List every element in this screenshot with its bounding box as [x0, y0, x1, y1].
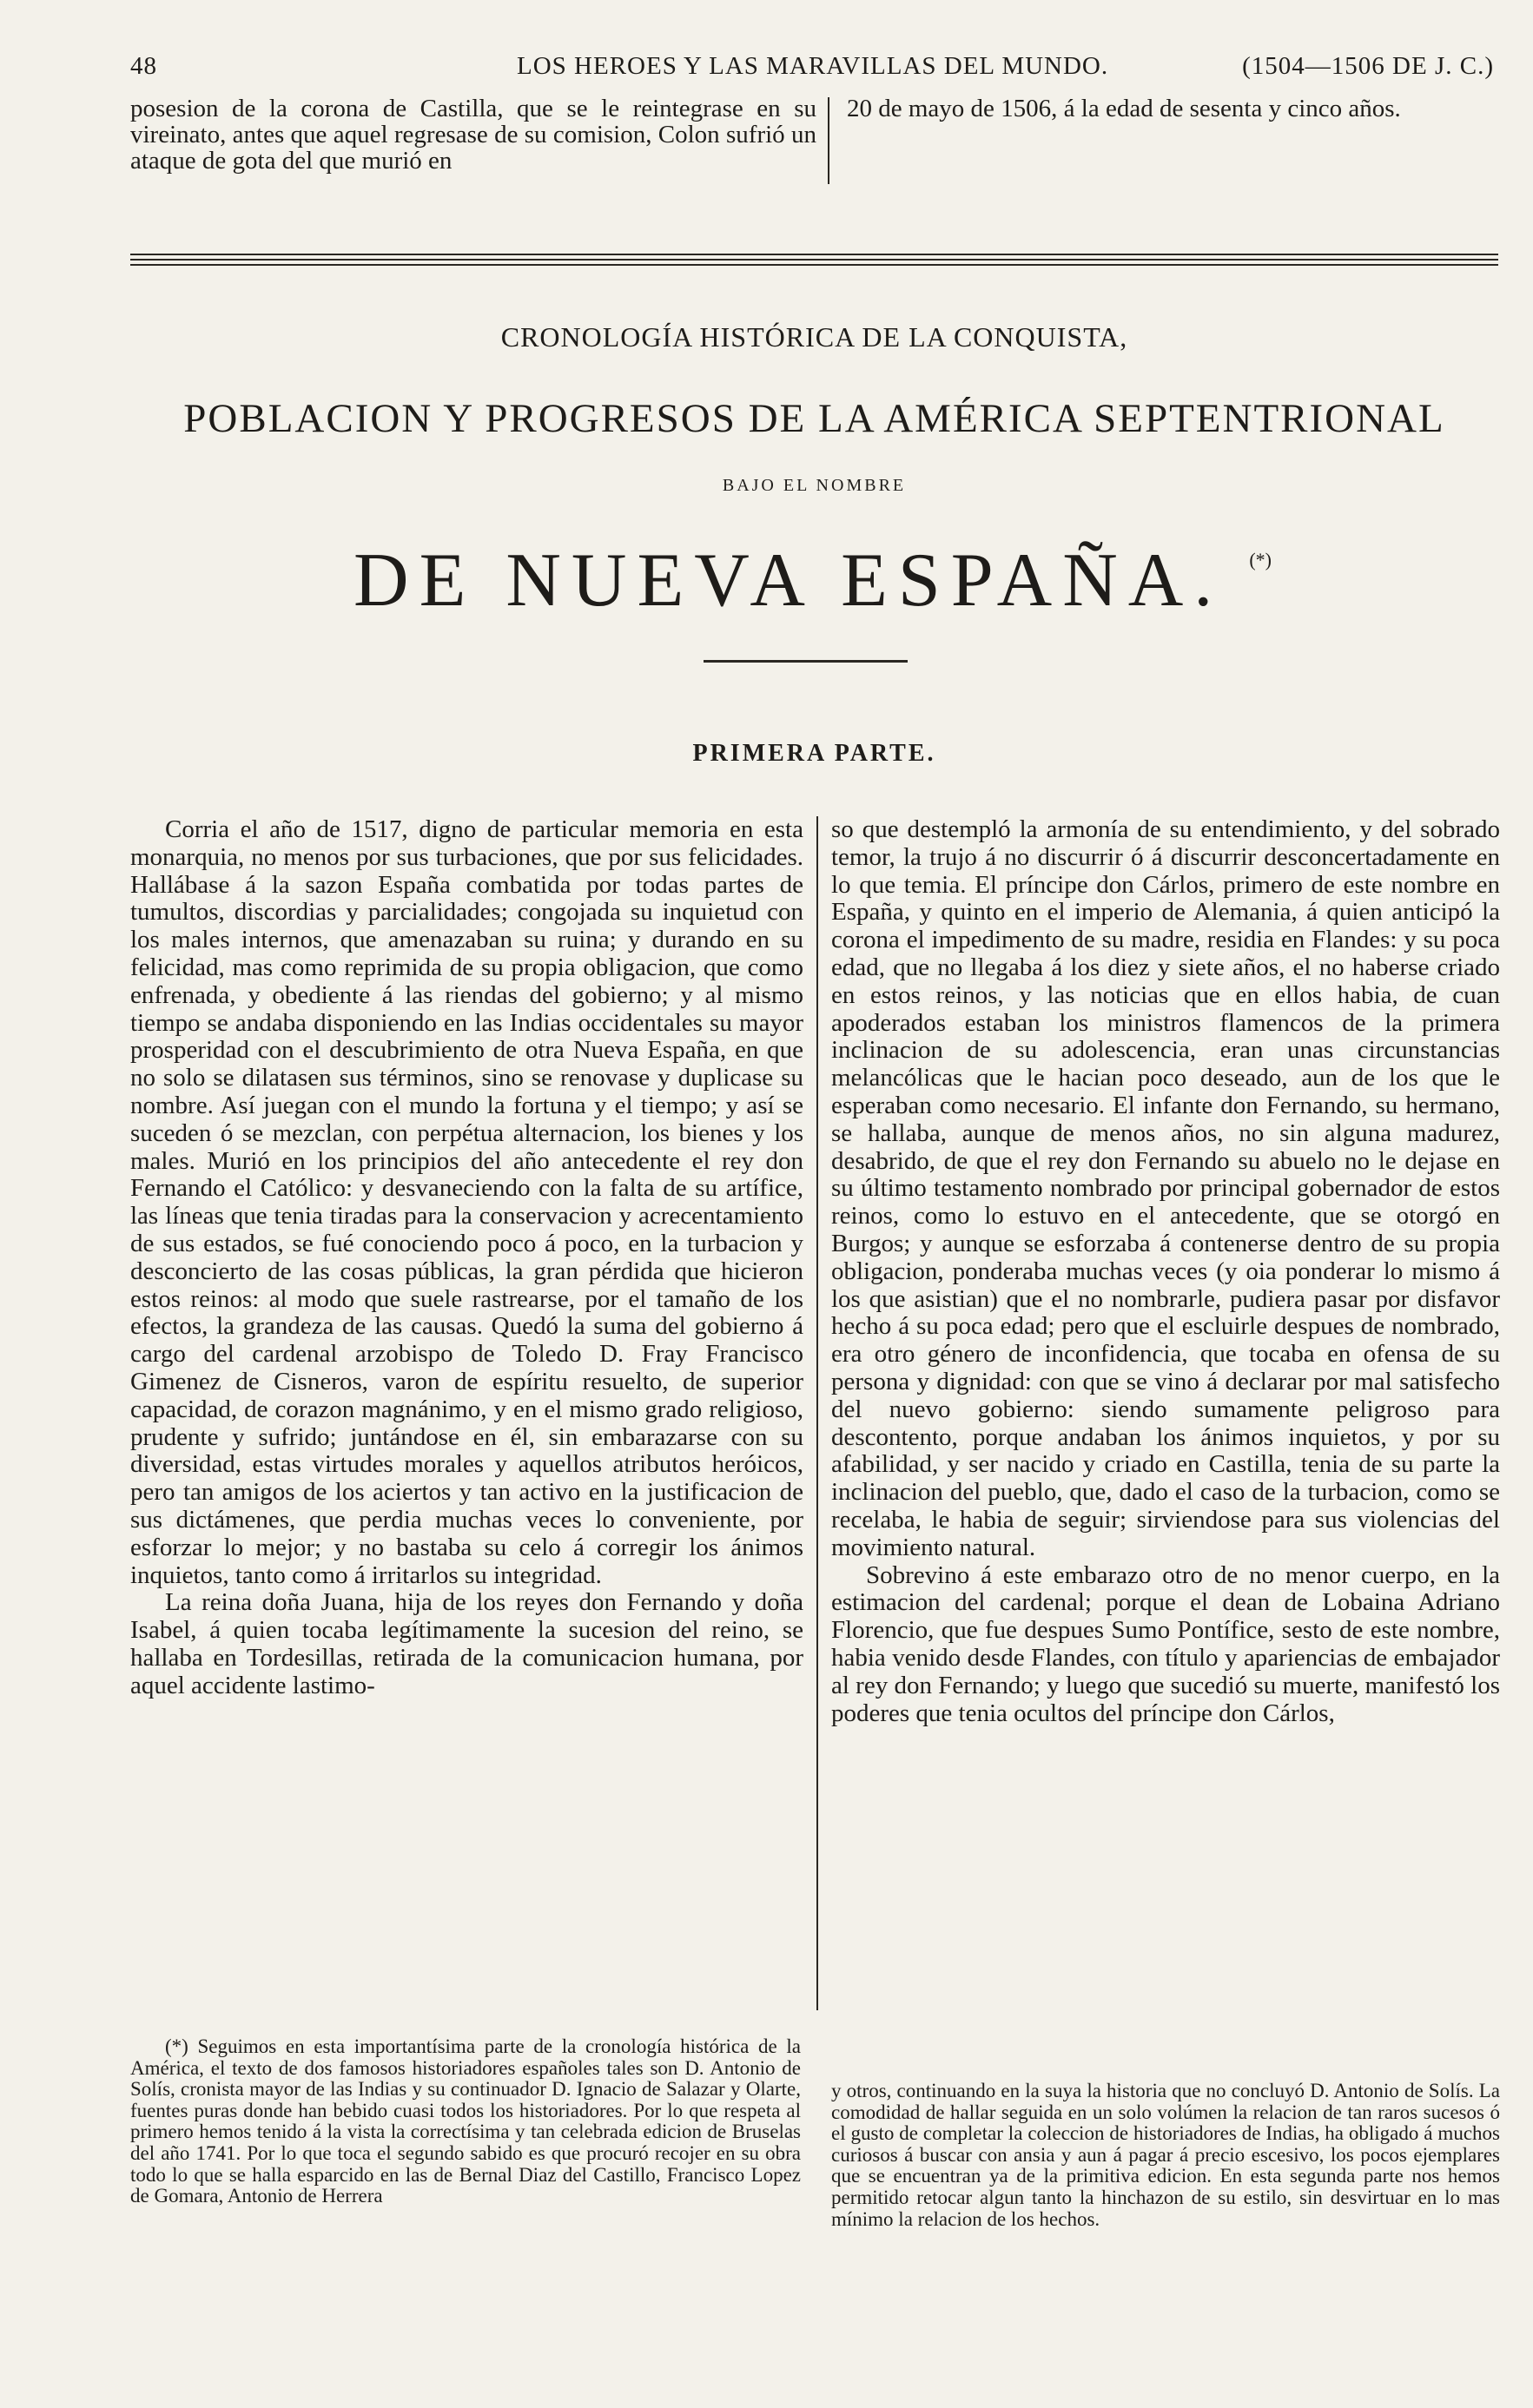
main-title-text: DE NUEVA ESPAÑA. — [354, 538, 1224, 623]
top-column-divider — [828, 97, 829, 184]
footnote-text: (*) Seguimos en esta importantísima parte de la cronología histórica de la América, el texto de dos famosos historiadores españoles tales son D. Antonio de Solís, cronista mayor de las Indias y su continuador D. Ignacio de Salazar y Olarte, fuentes puras donde han bebido cuasi todos los historiadores. Por lo que respeta al primero hemos tenido á la vista la correctísima y tan celebrada edicion de Bruselas del año 1741. Por lo que toca el segundo sabido es que procuró recojer en su obra todo lo que se halla esparcido en las de Bernal Diaz del Castillo, Francisco Lopez de Gomara, Antonio de Herrera — [130, 2035, 801, 2207]
top-right-column: 20 de mayo de 1506, á la edad de sesenta y cinco años. — [847, 95, 1401, 122]
paragraph: Sobrevino á este embarazo otro de no menor cuerpo, en la estimacion del cardenal; porque el dean de Lobaina Adriano Florencio, que fue despues Sumo Pontífice, sesto de este nombre, habia venido desde Flandes, con título y apariencias de embajador al rey don Fernando; y luego que sucedió su muerte, manifestó los poderes que tenia ocultos del príncipe don Cárlos, — [831, 1560, 1500, 1727]
body-right-column — [831, 816, 1500, 1727]
body-left-column — [130, 816, 803, 1700]
footnote-left — [130, 2036, 801, 2207]
under-name-heading: BAJO EL NOMBRE — [722, 476, 907, 495]
section-rule-1 — [130, 254, 1498, 255]
top-left-column: posesion de la corona de Castilla, que se le reintegrase en su vireinato, antes que aquel regresase de su comision, Colon sufrió un ataque de gota del que murió en — [130, 95, 816, 175]
column-divider — [816, 816, 818, 2010]
section-rule-2 — [130, 259, 1498, 261]
paragraph: Corria el año de 1517, digno de particular memoria en esta monarquia, no menos por sus turbaciones, que por sus felicidades. Hallábase á la sazon España combatida por todas partes de tumultos, discordias y parcialidades; congojada su inquietud con los males internos, que amenazaban su ruina; y durando en su felicidad, mas como reprimida de su propia obligacion, que como enfrenada, y obediente á las riendas del gobierno; y al mismo tiempo se andaba disponiendo en las Indias occidentales su mayor prosperidad con el descubrimiento de otra Nueva España, en que no solo se dilatasen sus términos, sino se renovase y duplicase su nombre. Así juegan con el mundo la fortuna y el tiempo; y así se suceden ó se mezclan, con perpétua alternacion, los bienes y los males. Murió en los principios del año antecedente el rey don Fernando el Católico: y desvaneciendo con la falta de su artífice, las líneas que tenia tiradas para la conservacion y acrecentamiento de sus estados, se fué conociendo poco á poco, en la turbacion y desconcierto de las cosas públicas, la gran pérdida que hicieron estos reinos: al modo que suele rastrearse, por el tamaño de los efectos, la grandeza de las causas. Quedó la suma del gobierno á cargo del cardenal arzobispo de Toledo D. Fray Francisco Gimenez de Cisneros, varon de espíritu resuelto, de superior capacidad, de corazon magnánimo, y en el mismo grado religioso, prudente y sufrido; juntándose en él, sin embarazarse con su diversidad, estas virtudes morales y aquellos atributos heróicos, pero tan amigos de los aciertos y tan activo en la justificacion de sus dictámenes, que perdia muchas veces lo conveniente, por esforzar lo mejor; y no bastaba su celo á corregir los ánimos inquietos, tanto como á irritarlos su integridad. — [130, 815, 803, 1589]
footnote-right — [831, 2081, 1500, 2230]
running-title: LOS HEROES Y LAS MARAVILLAS DEL MUNDO. — [517, 52, 1109, 80]
title-rule — [704, 660, 908, 663]
population-heading: POBLACION Y PROGRESOS DE LA AMÉRICA SEPTENTRIONAL — [183, 396, 1445, 441]
section-rule-3 — [130, 264, 1498, 266]
footnote-text: y otros, continuando en la suya la historia que no concluyó D. Antonio de Solís. La comodidad de hallar seguida en un solo volúmen la relacion de tan raros sucesos ó el gusto de completar la coleccion de historiadores de Indias, ha obligado á muchos curiosos á buscar con ansia y aun á pagar á precio escesivo, los pocos ejemplares que se encuentran ya de la primitiva edicion. En esta segunda parte nos hemos permitido retocar algun tanto la hinchazon de su estilo, sin desvirtuar en lo mas mínimo la relacion de los hechos. — [831, 2080, 1500, 2230]
paragraph: La reina doña Juana, hija de los reyes don Fernando y doña Isabel, á quien tocaba legítimamente la sucesion del reino, se hallaba en Tordesillas, retirada de la comunicacion humana, por aquel accidente lastimo- — [130, 1588, 803, 1699]
paragraph: so que destempló la armonía de su entendimiento, y del sobrado temor, la trujo á no discurrir ó á discurrir desconcertadamente en lo que temia. El príncipe don Cárlos, primero de este nombre en España, y quinto en el imperio de Alemania, á quien anticipó la corona el impedimento de su madre, residia en Flandes: y su poca edad, que no llegaba á los diez y siete años, el no haberse criado en estos reinos, y las noticias que en ellos habia, de cuan apoderados estaban los ministros flamencos de la primera inclinacion de su adolescencia, eran unas circunstancias melancólicas que le hacian poco deseado, aun de los que le esperaban como necesario. El infante don Fernando, su hermano, se hallaba, aunque de menos años, no sin alguna madurez, desabrido, de que el rey don Fernando su abuelo no le dejase en su último testamento nombrado por principal gobernador de estos reinos, como lo estuvo en el antecedente, que se otorgó en Burgos; y aunque se esforzaba á contenerse dentro de su propia obligacion, ponderaba muchas veces (y oia ponderar lo mismo á los que asistian) que el no nombrarle, pudiera pasar por disfavor hecho á su poca edad; pero que el escluirle despues de nombrado, era otro género de inconfidencia, que tocaba en ofensa de su persona y dignidad: con que se vino á declarar por mal satisfecho del nuevo gobierno: siendo sumamente peligroso para descontento, porque andaban los ánimos inquietos, y por su afabilidad, y ser nacido y criado en Castilla, tenia de su parte la inclinacion del pueblo, que, dado el caso de la turbacion, como se recelaba, le habia de seguir; sirviendose para sus violencias del movimiento natural. — [831, 815, 1500, 1561]
part-heading: PRIMERA PARTE. — [692, 740, 936, 767]
main-title — [130, 537, 1498, 624]
date-range: (1504—1506 DE J. C.) — [1242, 52, 1494, 80]
page-number: 48 — [130, 52, 157, 80]
footnote-mark: (*) — [1249, 549, 1272, 571]
running-head — [130, 52, 1494, 96]
chronology-heading: CRONOLOGÍA HISTÓRICA DE LA CONQUISTA, — [500, 321, 1128, 353]
